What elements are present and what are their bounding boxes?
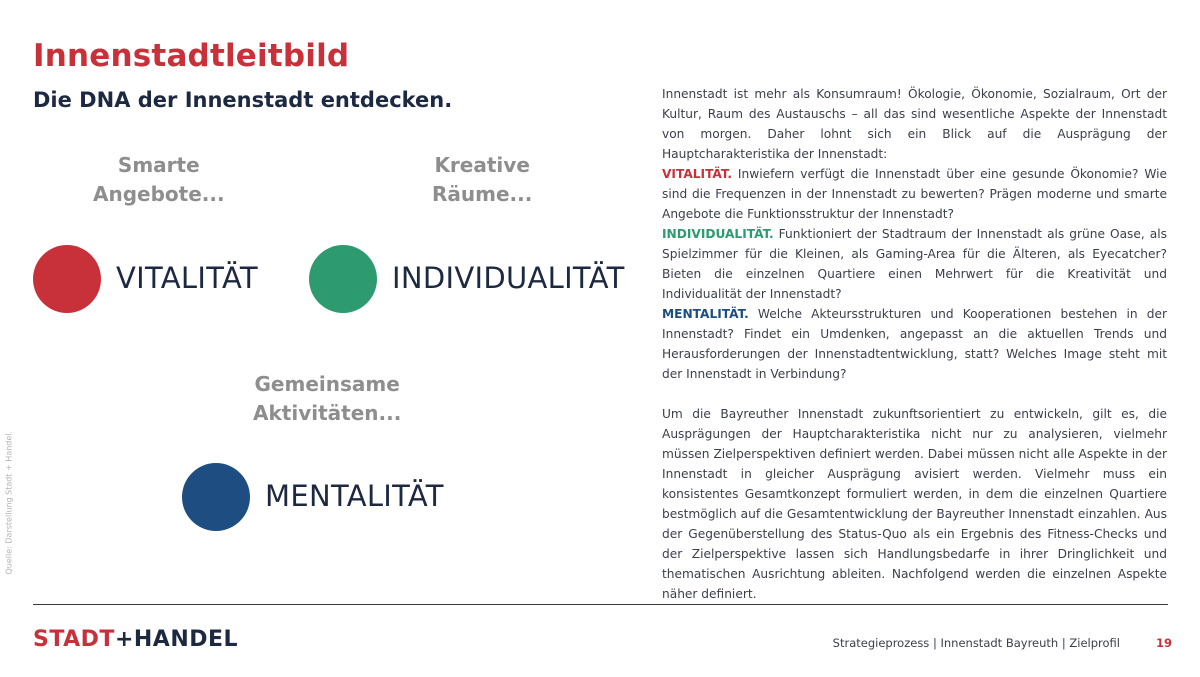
pillar-individuality: INDIVIDUALITÄT <box>392 261 625 295</box>
footer-breadcrumb: Strategieprozess | Innenstadt Bayreuth | Zielprofil <box>832 636 1120 650</box>
page-title: Innenstadtleitbild <box>33 38 350 74</box>
pillar-vitality: VITALITÄT <box>116 261 258 295</box>
closing-paragraph: Um die Bayreuther Innenstadt zukunftsorientiert zu entwickeln, gilt es, die Ausprägungen der Hauptcharakteristika nicht nur zu analysieren, vielmehr müssen Zielperspektiven definiert werden. Dabei müssen nicht alle Aspekte in der Innenstadt in gleicher Ausprägung avisiert werden. Vielmehr muss ein konsistentes Gesamtkonzept formuliert werden, in dem die einzelnen Quartiere bestmöglich auf die Gesamtentwicklung der Bayreuther Innenstadt einzahlen. Aus der Gegenüberstellung des Status-Quo als ein Ergebnis des Fitness-Checks und der Zielperspektive lassen sich Handlungsbedarfe in ihrer Dringlichkeit und thematischen Ausrichtung ableiten. Nachfolgend werden die einzelnen Aspekte näher definiert. <box>662 407 1167 601</box>
vitality-paragraph <box>662 164 1167 224</box>
vitality-keyword: VITALITÄT. <box>662 167 733 181</box>
stadt-handel-logo <box>33 627 238 652</box>
mentality-text: Welche Akteursstrukturen und Kooperationen bestehen in der Innenstadt? Findet ein Umdenken, angepasst an die aktuellen Trends und Herausforderungen der Innenstadtentwicklung, statt? Welches Image steht mit der Innenstadt in Verbindung? <box>662 307 1167 381</box>
individuality-dot <box>309 245 377 313</box>
logo-plus: + <box>114 627 134 652</box>
label-shared-activities: Gemeinsame Aktivitäten... <box>253 372 402 425</box>
mentality-keyword: MENTALITÄT. <box>662 307 749 321</box>
logo-handel: HANDEL <box>133 627 239 652</box>
body-text <box>662 84 1167 604</box>
source-note: Quelle: Darstellung Stadt + Handel. <box>4 430 14 575</box>
page-subtitle: Die DNA der Innenstadt entdecken. <box>33 88 453 112</box>
vitality-dot <box>33 245 101 313</box>
label-smart-offers: Smarte Angebote... <box>93 153 225 206</box>
mentality-paragraph <box>662 304 1167 384</box>
label-creative-spaces: Kreative Räume... <box>432 153 533 206</box>
page-number: 19 <box>1156 636 1173 650</box>
pillar-mentality: MENTALITÄT <box>265 479 444 513</box>
vitality-text: Inwiefern verfügt die Innenstadt über eine gesunde Ökonomie? Wie sind die Frequenzen in der Innenstadt zu bewerten? Prägen moderne und smarte Angebote die Funktionsstruktur der Innenstadt? <box>662 167 1167 221</box>
footer-divider <box>33 604 1168 605</box>
individuality-paragraph <box>662 224 1167 304</box>
logo-stadt: STADT <box>33 627 115 652</box>
individuality-keyword: INDIVIDUALITÄT. <box>662 227 774 241</box>
individuality-text: Funktioniert der Stadtraum der Innenstadt als grüne Oase, als Spielzimmer für die Kleinen, als Gaming-Area für die Älteren, als Eyecatcher? Bieten die einzelnen Quartiere einen Mehrwert für die Kreativität und Individualität der Innenstadt? <box>662 227 1167 301</box>
intro-paragraph: Innenstadt ist mehr als Konsumraum! Ökologie, Ökonomie, Sozialraum, Ort der Kultur, Raum des Austauschs – all das sind wesentliche Aspekte der Innenstadt von morgen. Daher lohnt sich ein Blick auf die Ausprägung der Hauptcharakteristika der Innenstadt: <box>662 87 1167 161</box>
mentality-dot <box>182 463 250 531</box>
